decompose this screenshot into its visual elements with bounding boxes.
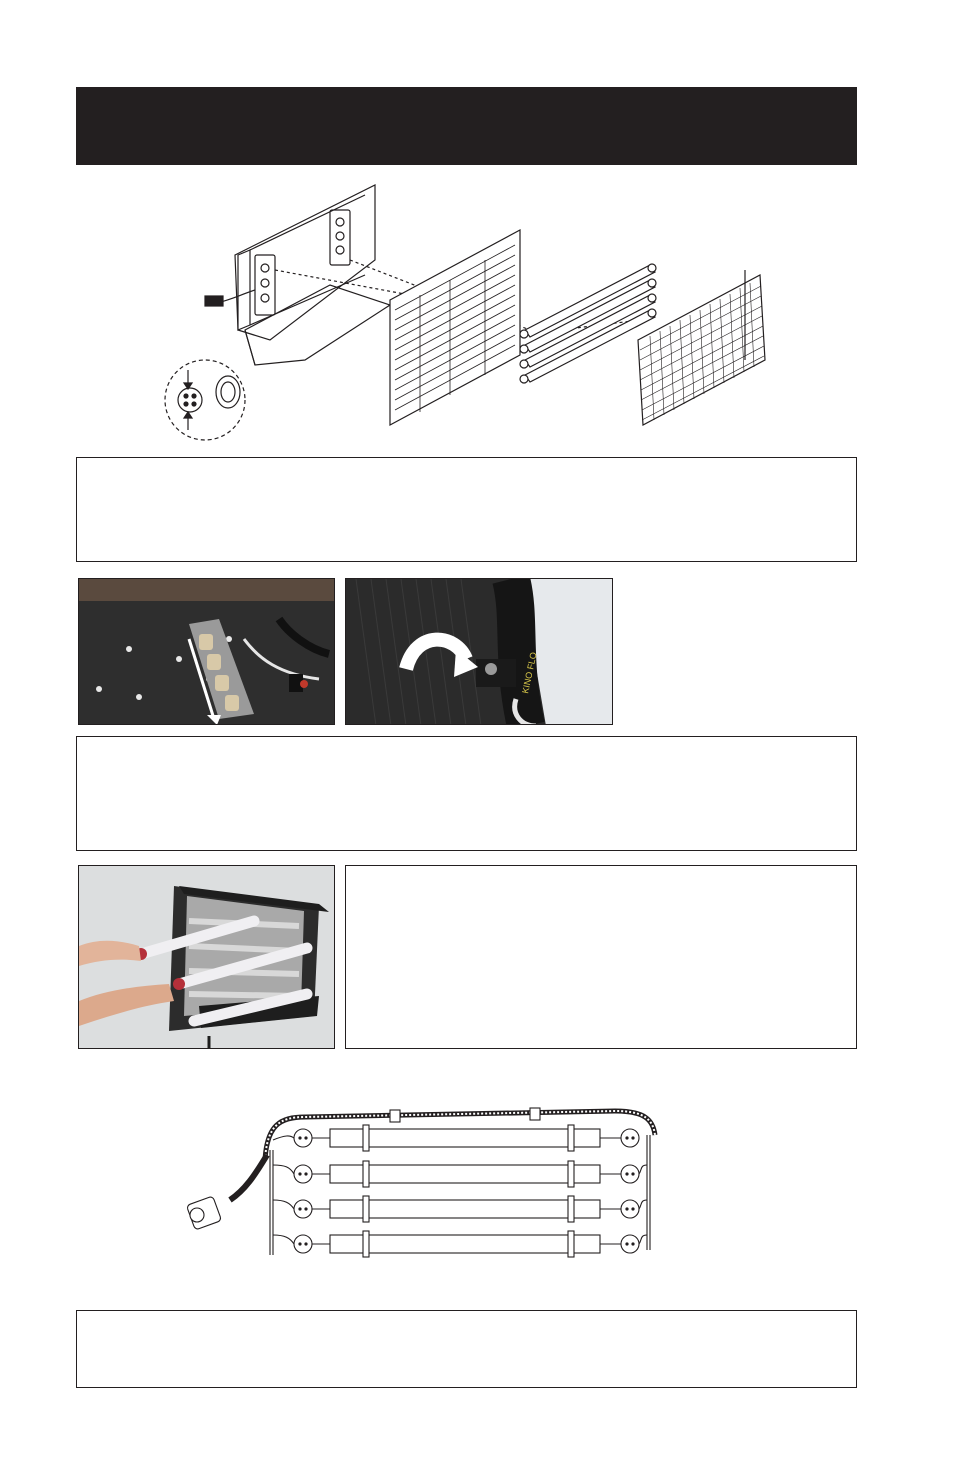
socket-track-photo <box>78 578 335 725</box>
instruction-box-1 <box>76 457 857 562</box>
instruction-box-3 <box>345 865 857 1049</box>
exploded-fixture-diagram <box>160 180 780 445</box>
page-header-bar <box>76 87 857 165</box>
lamp-install-photo <box>78 865 335 1049</box>
instruction-box-2 <box>76 736 857 851</box>
lamp-harness-diagram <box>185 1105 670 1270</box>
harness-clip-photo <box>345 578 613 725</box>
kino-flo-label: KINO FLO <box>520 651 539 695</box>
instruction-box-4 <box>76 1310 857 1388</box>
